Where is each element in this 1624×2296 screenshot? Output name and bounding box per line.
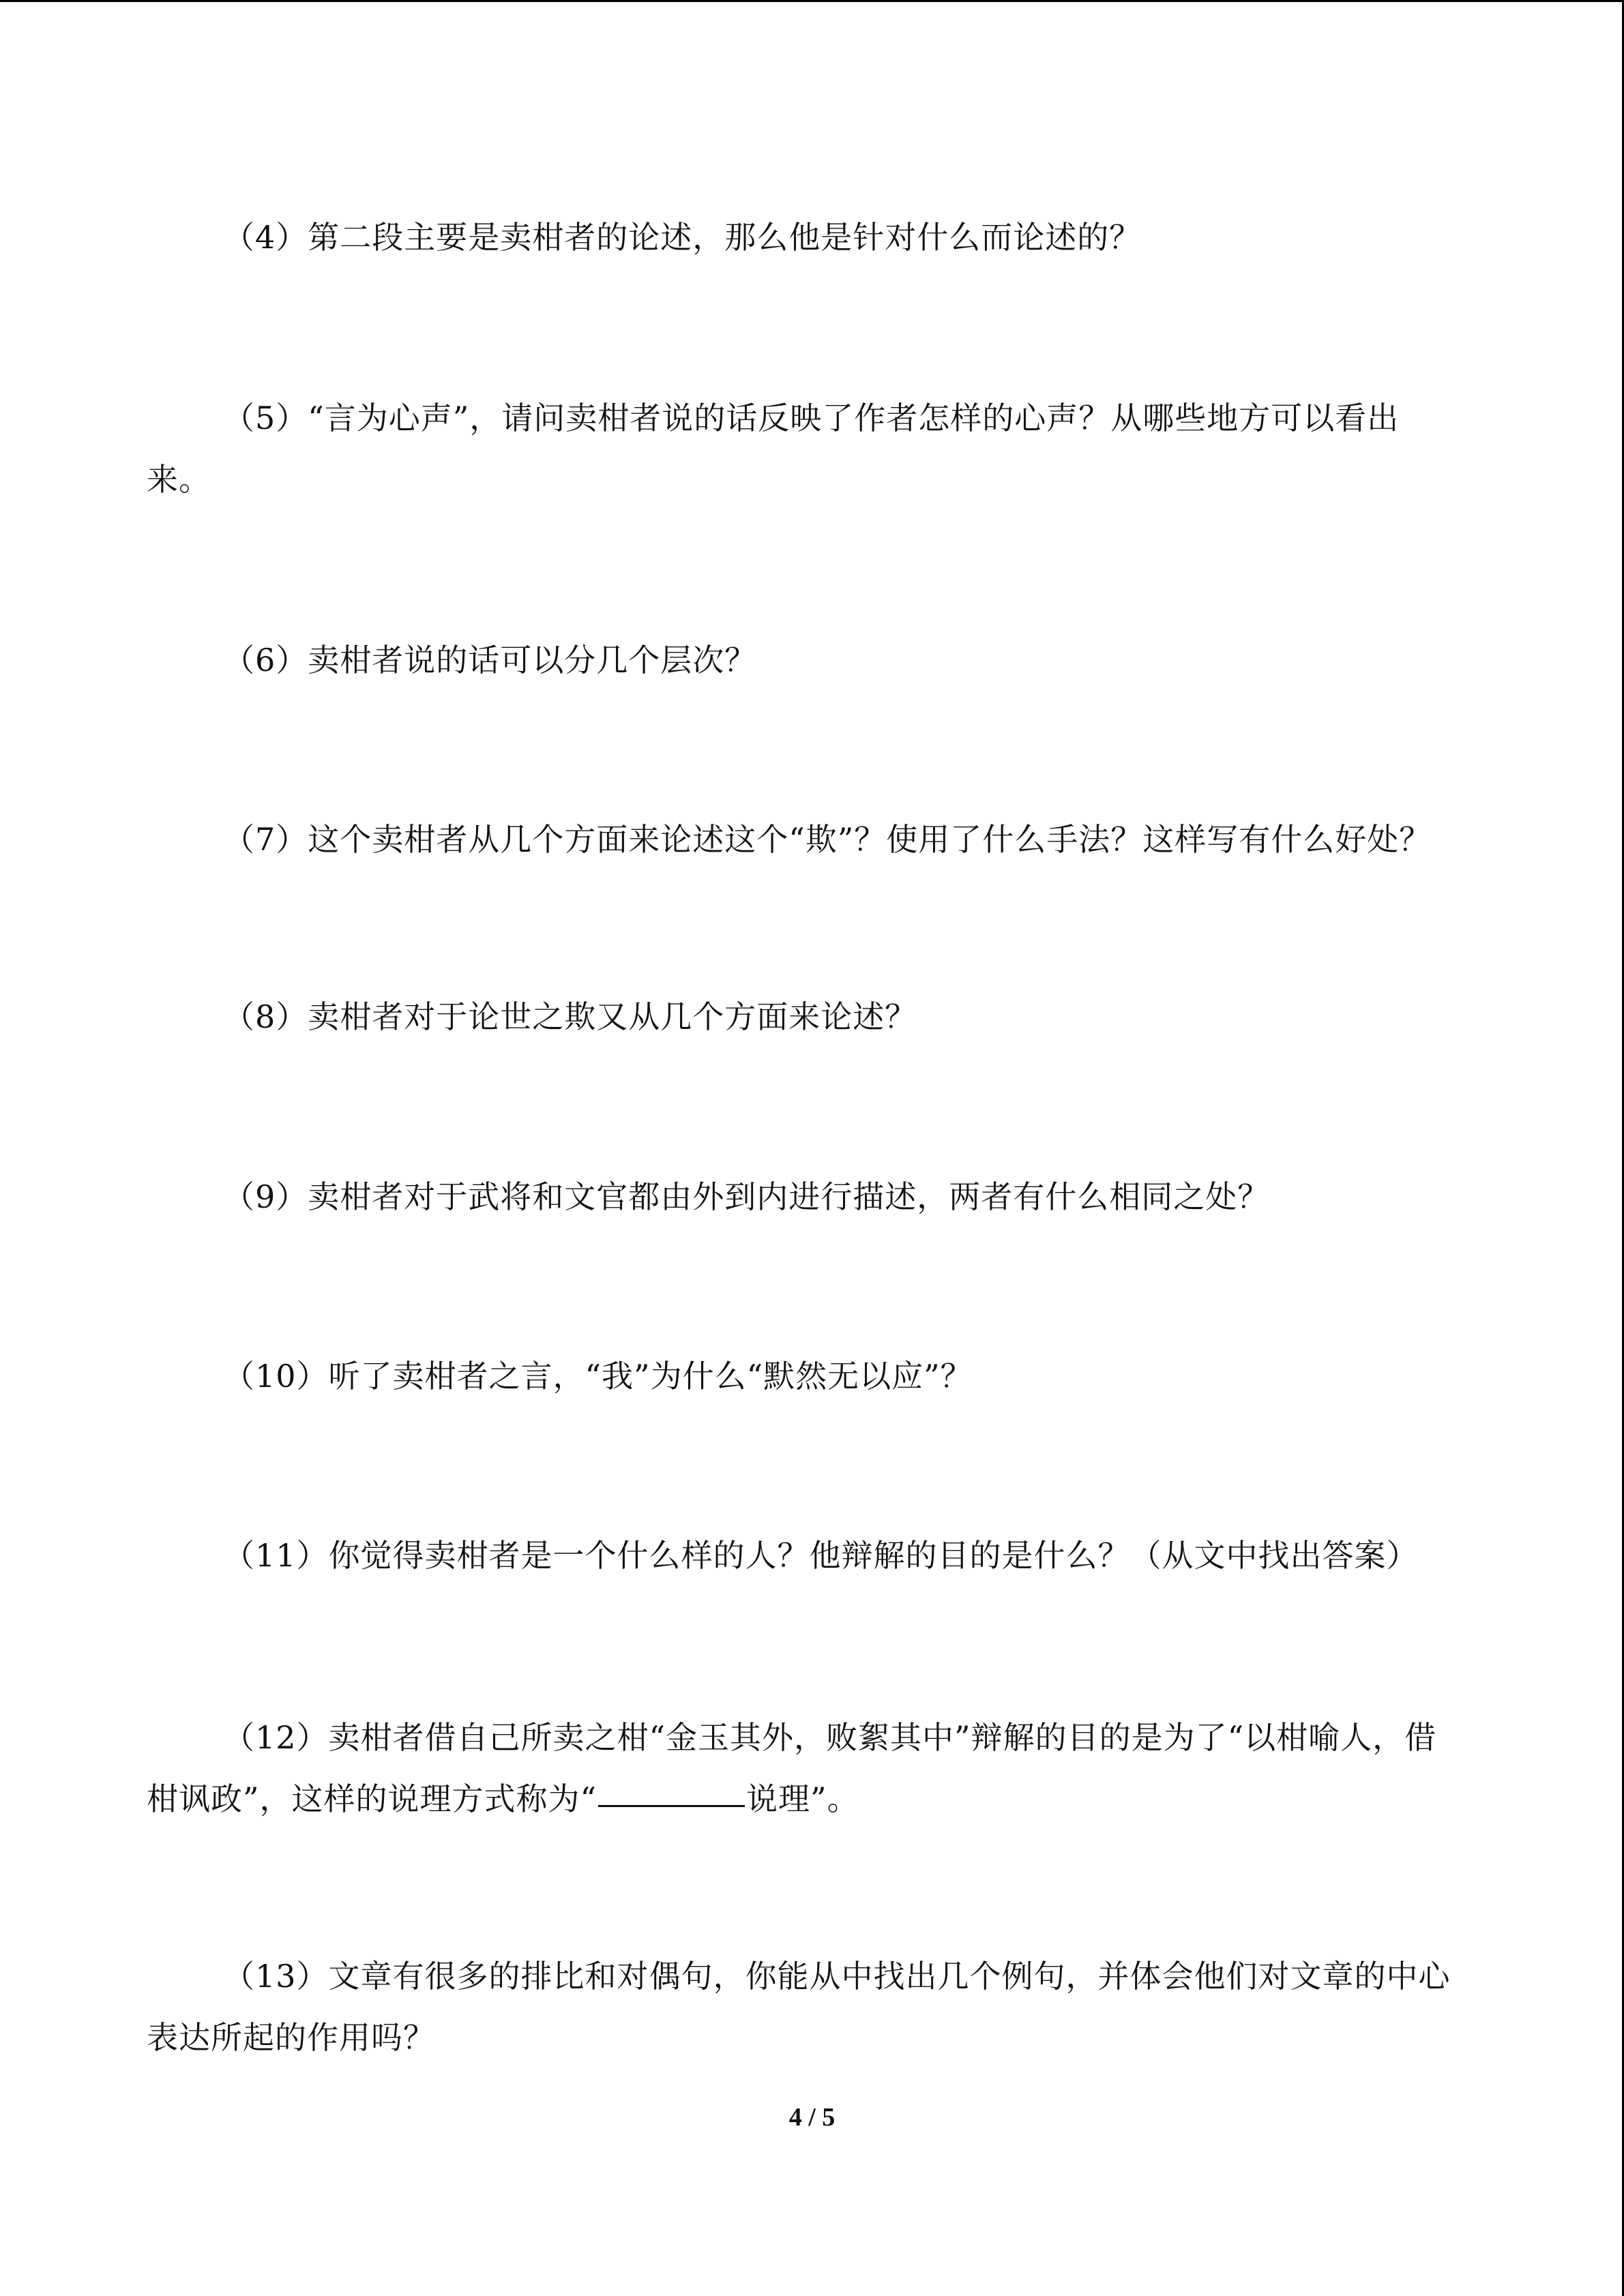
question-13: （13）文章有很多的排比和对偶句，你能从中找出几个例句，并体会他们对文章的中心表达所起的作用吗？ [147,1958,1451,2056]
question-8: （8）卖柑者对于论世之欺又从几个方面来论述？ [223,998,917,1035]
question-5: （5）“言为心声”，请问卖柑者说的话反映了作者怎样的心声？从哪些地方可以看出来。 [147,400,1400,498]
question-4: （4）第二段主要是卖柑者的论述，那么他是针对什么而论述的？ [223,219,1142,256]
page-number: 4 / 5 [788,2103,836,2132]
question-6: （6）卖柑者说的话可以分几个层次？ [223,642,757,679]
question-9: （9）卖柑者对于武将和文官都由外到内进行描述，两者有什么相同之处？ [223,1178,1270,1215]
question-7: （7）这个卖柑者从几个方面来论述这个“欺”？使用了什么手法？这样写有什么好处？ [223,821,1432,858]
question-12 [147,1707,1463,1830]
answer-blank [598,1804,745,1807]
question-12-text-before: （12）卖柑者借自己所卖之柑“金玉其外，败絮其中”辩解的目的是为了“以柑喻人，借柑讽政”，这样的说理方式称为“ [147,1719,1437,1817]
question-10: （10）听了卖柑者之言，“我”为什么“默然无以应”？ [223,1358,973,1395]
question-11: （11）你觉得卖柑者是一个什么样的人？他辩解的目的是什么？（从文中找出答案） [223,1537,1419,1574]
question-12-text-after: 说理”。 [746,1780,859,1817]
